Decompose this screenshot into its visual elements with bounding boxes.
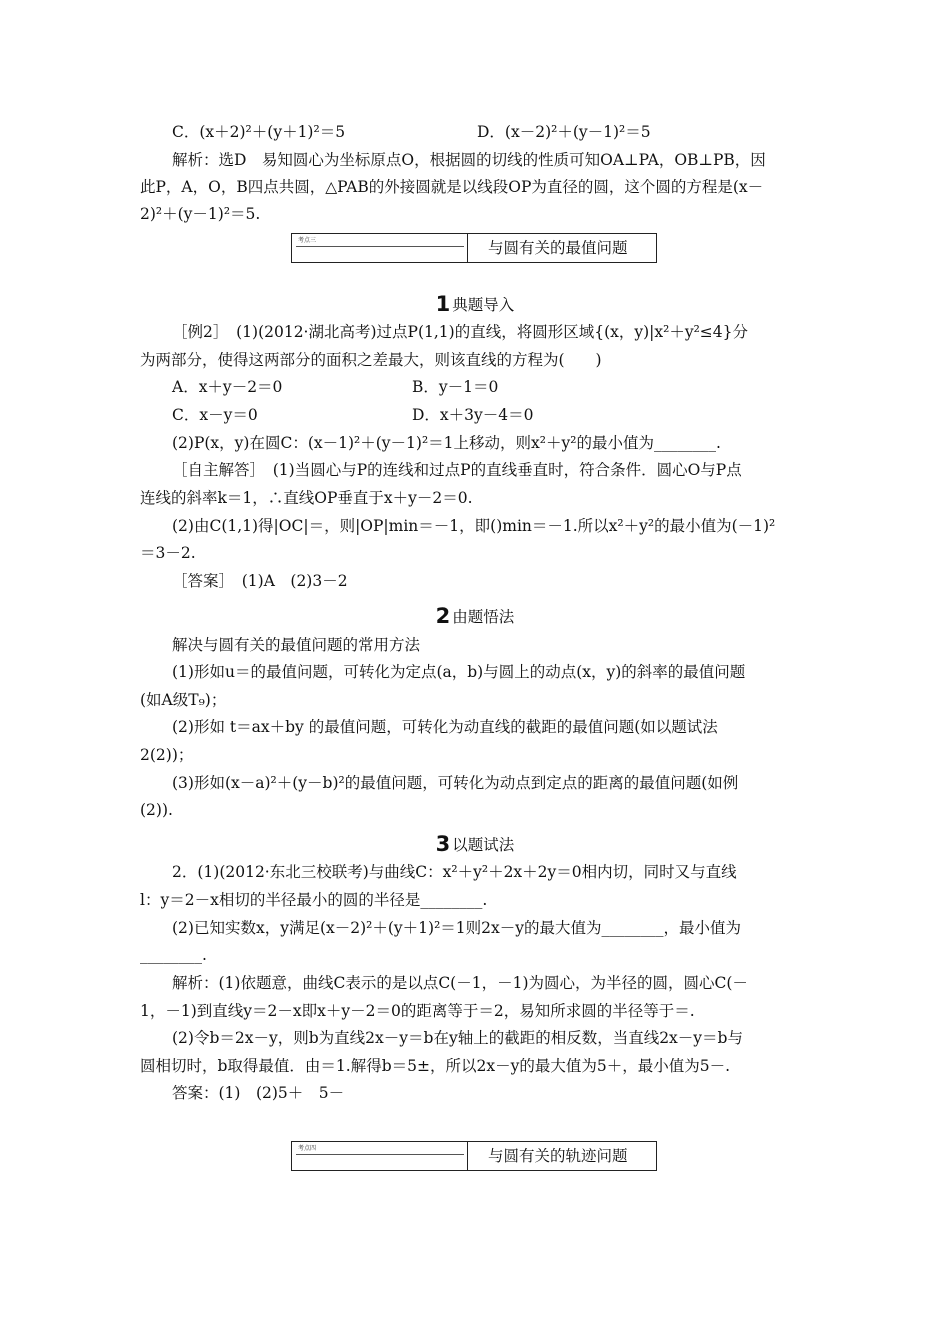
section-number-icon: 1	[435, 292, 450, 316]
method-2-line-2: 2(2))；	[140, 746, 194, 764]
box-divider	[467, 1142, 468, 1170]
option-b: B．y－1＝0	[412, 378, 499, 396]
method-3-line-2: (2)).	[140, 801, 173, 819]
tag-underline	[296, 246, 464, 247]
exercise-analysis-2: 1，－1)到直线y＝2－x即x＋y－2＝0的距离等于＝2，易知所求圆的半径等于＝.	[140, 1002, 695, 1020]
topic-title: 与圆有关的最值问题	[488, 239, 628, 257]
example-part-2: (2)P(x，y)在圆C：(x－1)²＋(y－1)²＝1上移动，则x²＋y²的最小值为________.	[172, 434, 721, 452]
exercise-analysis-4: 圆相切时，b取得最值．由＝1.解得b＝5±，所以2x－y的最大值为5＋，最小值为5－.	[140, 1057, 730, 1075]
solution-line-4: ＝3－2.	[140, 544, 196, 562]
section-heading-2	[0, 604, 950, 628]
option-d: D．(x－2)²＋(y－1)²＝5	[477, 123, 651, 141]
topic-title: 与圆有关的轨迹问题	[488, 1147, 628, 1165]
topic-box-max-min	[291, 233, 657, 263]
option-d: D．x＋3y－4＝0	[412, 406, 534, 424]
box-divider	[467, 234, 468, 262]
topic-tag: 考点三	[298, 237, 317, 244]
exercise-answer: 答案：(1) (2)5＋ 5－	[172, 1084, 345, 1102]
exercise-line-3: (2)已知实数x，y满足(x－2)²＋(y＋1)²＝1则2x－y的最大值为________，最小值为	[172, 919, 742, 937]
method-1-line-1: (1)形如u＝的最值问题，可转化为定点(a，b)与圆上的动点(x，y)的斜率的最值问题	[172, 663, 746, 681]
example-line-2: 为两部分，使得这两部分的面积之差最大，则该直线的方程为( )	[140, 351, 602, 369]
method-2-line-1: (2)形如 t＝ax＋by 的最值问题，可转化为动直线的截距的最值问题(如以题试法	[172, 718, 718, 736]
answer-line: ［答案］ (1)A (2)3－2	[172, 572, 348, 590]
method-intro: 解决与圆有关的最值问题的常用方法	[172, 636, 421, 654]
solution-line-2: 连线的斜率k＝1，∴直线OP垂直于x＋y－2＝0.	[140, 489, 473, 507]
section-label: 典题导入	[452, 296, 515, 314]
solution-line-3: (2)由C(1,1)得|OC|＝，则|OP|min＝－1，即()min＝－1.所以x²＋y²的最小值为(－1)²	[172, 517, 776, 535]
example-line-1: ［例2］ (1)(2012·湖北高考)过点P(1,1)的直线，将圆形区域{(x，y)|x²＋y²≤4}分	[172, 323, 749, 341]
exercise-line-4: ________.	[140, 946, 207, 964]
topic-tag: 考点四	[298, 1145, 317, 1152]
exercise-line-1: 2．(1)(2012·东北三校联考)与曲线C：x²＋y²＋2x＋2y＝0相内切，同时又与直线	[172, 863, 737, 881]
exercise-analysis-3: (2)令b＝2x－y，则b为直线2x－y＝b在y轴上的截距的相反数，当直线2x－y＝b与	[172, 1029, 743, 1047]
analysis-line-3: 2)²＋(y－1)²＝5.	[140, 205, 261, 223]
method-3-line-1: (3)形如(x－a)²＋(y－b)²的最值问题，可转化为动点到定点的距离的最值问题(如例	[172, 774, 739, 792]
exercise-line-2: l：y＝2－x相切的半径最小的圆的半径是________.	[140, 891, 488, 909]
section-number-icon: 2	[435, 604, 450, 628]
topic-box-trajectory	[291, 1141, 657, 1171]
exercise-analysis-1: 解析：(1)依题意，曲线C表示的是以点C(－1，－1)为圆心，为半径的圆，圆心C(－	[172, 974, 748, 992]
section-heading-3	[0, 832, 950, 856]
method-1-line-2: (如A级T₉)；	[140, 691, 227, 709]
option-c: C．x－y＝0	[172, 406, 258, 424]
section-number-icon: 3	[435, 832, 450, 856]
section-label: 由题悟法	[452, 608, 515, 626]
section-heading-1	[0, 292, 950, 316]
option-c: C．(x＋2)²＋(y＋1)²＝5	[172, 123, 346, 141]
tag-underline	[296, 1154, 464, 1155]
option-a: A．x＋y－2＝0	[172, 378, 283, 396]
solution-line-1: ［自主解答］ (1)当圆心与P的连线和过点P的直线垂直时，符合条件．圆心O与P点	[172, 461, 742, 479]
analysis-line-2: 此P，A，O，B四点共圆，△PAB的外接圆就是以线段OP为直径的圆，这个圆的方程是(x－	[140, 178, 764, 196]
section-label: 以题试法	[452, 836, 515, 854]
analysis-line-1: 解析：选D 易知圆心为坐标原点O，根据圆的切线的性质可知OA⊥PA，OB⊥PB，因	[172, 151, 766, 169]
